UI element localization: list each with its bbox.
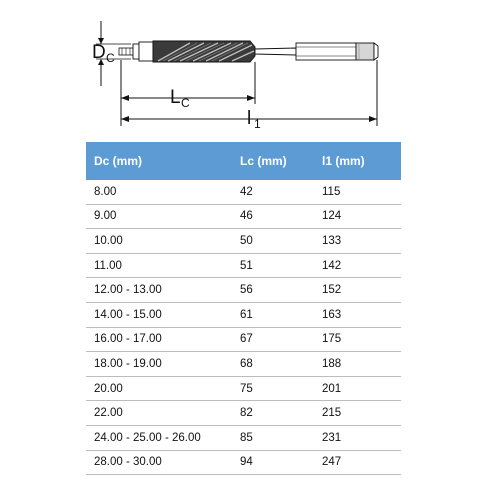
cell-l1: 231 — [314, 425, 401, 450]
cell-lc: 56 — [232, 278, 314, 303]
cell-lc: 94 — [232, 450, 314, 475]
cell-l1: 163 — [314, 302, 401, 327]
cell-lc: 61 — [232, 302, 314, 327]
cell-dc: 18.00 - 19.00 — [86, 352, 232, 377]
cell-l1: 142 — [314, 253, 401, 278]
cell-dc: 14.00 - 15.00 — [86, 302, 232, 327]
cell-l1: 124 — [314, 204, 401, 229]
cell-dc: 11.00 — [86, 253, 232, 278]
table-row — [86, 278, 401, 303]
table-row — [86, 327, 401, 352]
cell-dc: 16.00 - 17.00 — [86, 327, 232, 352]
table-row — [86, 376, 401, 401]
table-row — [86, 302, 401, 327]
table-row — [86, 401, 401, 426]
cell-l1: 188 — [314, 352, 401, 377]
table-header-row — [86, 142, 401, 180]
lc-dimension — [121, 60, 255, 126]
cell-lc: 75 — [232, 376, 314, 401]
table-row — [86, 352, 401, 377]
table-row — [86, 229, 401, 254]
cell-lc: 85 — [232, 425, 314, 450]
reamer-technical-drawing — [0, 0, 500, 140]
cell-l1: 175 — [314, 327, 401, 352]
cell-l1: 152 — [314, 278, 401, 303]
dimension-table — [86, 142, 401, 475]
cell-l1: 215 — [314, 401, 401, 426]
table-row — [86, 425, 401, 450]
cell-lc: 51 — [232, 253, 314, 278]
cell-l1: 133 — [314, 229, 401, 254]
table-row — [86, 204, 401, 229]
cell-lc: 50 — [232, 229, 314, 254]
lc-label-sub: C — [181, 96, 190, 110]
l1-label-sub: 1 — [254, 117, 261, 131]
cell-l1: 247 — [314, 450, 401, 475]
cell-l1: 201 — [314, 376, 401, 401]
cell-lc: 67 — [232, 327, 314, 352]
cell-lc: 46 — [232, 204, 314, 229]
cell-dc: 8.00 — [86, 180, 232, 204]
dc-label: D — [92, 42, 106, 63]
cell-lc: 68 — [232, 352, 314, 377]
reamer-drawing — [0, 0, 500, 140]
cell-dc: 24.00 - 25.00 - 26.00 — [86, 425, 232, 450]
dc-label-sub: C — [106, 51, 115, 65]
cell-dc: 12.00 - 13.00 — [86, 278, 232, 303]
cell-l1: 115 — [314, 180, 401, 204]
l1-label: l — [247, 108, 252, 129]
reamer-body — [119, 41, 378, 62]
cell-lc: 82 — [232, 401, 314, 426]
cell-dc: 10.00 — [86, 229, 232, 254]
cell-dc: 20.00 — [86, 376, 232, 401]
table-row — [86, 253, 401, 278]
header-dc: Dc (mm) — [86, 142, 232, 180]
l1-dimension — [121, 60, 377, 131]
header-l1: l1 (mm) — [314, 142, 401, 180]
cell-lc: 42 — [232, 180, 314, 204]
table-row — [86, 180, 401, 204]
lc-label: L — [170, 87, 181, 108]
cell-dc: 22.00 — [86, 401, 232, 426]
cell-dc: 28.00 - 30.00 — [86, 450, 232, 475]
cell-dc: 9.00 — [86, 204, 232, 229]
header-lc: Lc (mm) — [232, 142, 314, 180]
table-row — [86, 450, 401, 475]
